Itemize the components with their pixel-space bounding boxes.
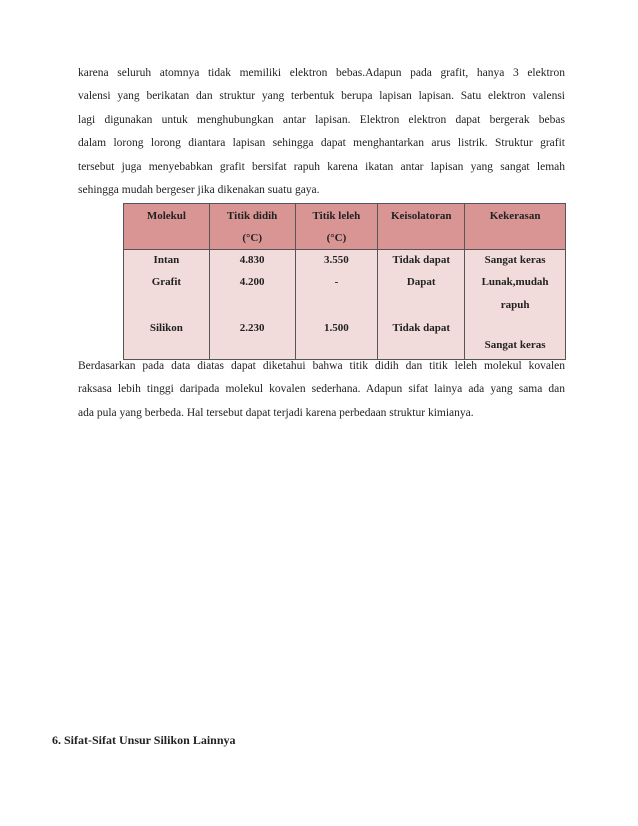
text-line: lagi digunakan untuk menghubungkan antar lapisan. Elektron elektron dapat bergerak bebas bbox=[78, 113, 565, 126]
cell-value: Sangat keras bbox=[484, 339, 546, 351]
cell-titik-didih bbox=[209, 250, 295, 360]
table-header-row bbox=[124, 204, 566, 250]
text-line: ada pula yang berbeda. Hal tersebut dapat terjadi karena perbedaan struktur kimianya. bbox=[78, 406, 474, 419]
cell-value: Grafit bbox=[151, 276, 182, 288]
cell-value: Dapat bbox=[406, 276, 436, 288]
cell-value: - bbox=[334, 276, 339, 288]
text-line: valensi yang berikatan dan struktur yang terbentuk berupa lapisan lapisan. Satu elektron valensi bbox=[78, 90, 565, 103]
paragraph-intro bbox=[78, 62, 565, 202]
header-keisolatoran: Keisolatoran bbox=[378, 204, 465, 250]
cell-value: Lunak,mudah bbox=[481, 276, 549, 288]
cell-keisolatoran bbox=[378, 250, 465, 360]
text-line: sehingga mudah bergeser jika dikenakan suatu gaya. bbox=[78, 184, 320, 197]
text-line: tersebut juga menyebabkan grafit bersifat rapuh karena ikatan antar lapisan yang sangat lemah bbox=[78, 160, 565, 173]
cell-value: 4.830 bbox=[239, 254, 265, 266]
header-titik-leleh: Titik leleh (°C) bbox=[295, 204, 378, 250]
cell-value: Intan bbox=[153, 254, 180, 266]
paragraph-conclusion bbox=[78, 355, 565, 425]
header-kekerasan: Kekerasan bbox=[465, 204, 566, 250]
properties-table bbox=[123, 203, 566, 360]
cell-kekerasan bbox=[465, 250, 566, 360]
cell-value: 1.500 bbox=[324, 322, 349, 334]
text-line: raksasa lebih tinggi daripada molekul kovalen sederhana. Adapun sifat lainya ada yang sama dan bbox=[78, 383, 565, 396]
cell-molekul bbox=[124, 250, 210, 360]
cell-value: 4.200 bbox=[239, 276, 265, 288]
cell-value: Silikon bbox=[149, 322, 183, 334]
text-line: dalam lorong lorong diantara lapisan sehingga dapat menghantarkan arus listrik. Struktur grafit bbox=[78, 137, 565, 150]
cell-titik-leleh bbox=[295, 250, 378, 360]
cell-value: Tidak dapat bbox=[392, 322, 451, 334]
header-molekul: Molekul bbox=[124, 204, 210, 250]
text-line: Berdasarkan pada data diatas dapat diketahui bahwa titik didih dan titik leleh molekul kovalen bbox=[78, 360, 565, 372]
header-titik-didih: Titik didih (°C) bbox=[209, 204, 295, 250]
cell-value: 3.550 bbox=[324, 254, 349, 266]
text-line: karena seluruh atomnya tidak memiliki elektron bebas.Adapun pada grafit, hanya 3 elektron bbox=[78, 67, 565, 79]
table-row bbox=[124, 250, 566, 360]
cell-value: rapuh bbox=[500, 299, 530, 311]
cell-value: Tidak dapat bbox=[392, 254, 451, 266]
cell-value: 2.230 bbox=[239, 322, 265, 334]
cell-value: Sangat keras bbox=[484, 254, 546, 266]
section-heading: 6. Sifat-Sifat Unsur Silikon Lainnya bbox=[52, 733, 236, 747]
